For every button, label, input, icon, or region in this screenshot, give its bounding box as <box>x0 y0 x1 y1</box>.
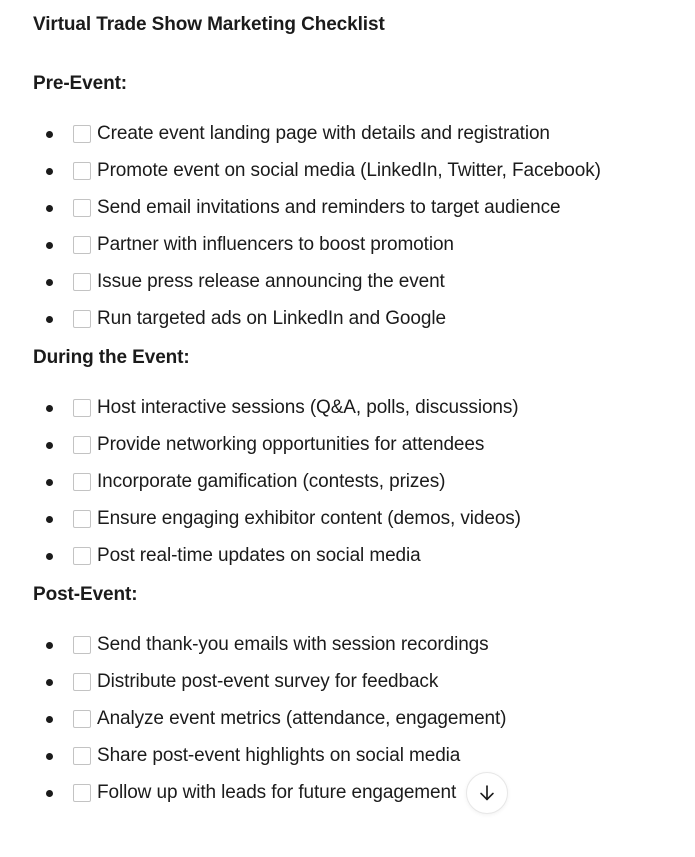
bullet-icon <box>46 790 53 797</box>
checklist-item-label: Send email invitations and reminders to target audience <box>97 197 561 218</box>
section-heading-pre-event: Pre-Event: <box>33 73 128 94</box>
checklist-item <box>33 196 675 220</box>
checkbox[interactable] <box>73 199 91 217</box>
checklist-during-event <box>33 396 675 568</box>
bullet-icon <box>46 131 53 138</box>
checkbox[interactable] <box>73 473 91 491</box>
checklist-item <box>33 307 675 331</box>
checklist-item-label: Analyze event metrics (attendance, engagement) <box>97 708 507 729</box>
checklist-item-label: Create event landing page with details and registration <box>97 123 550 144</box>
checklist-item-label: Ensure engaging exhibitor content (demos, videos) <box>97 508 521 529</box>
checkbox[interactable] <box>73 162 91 180</box>
bullet-icon <box>46 405 53 412</box>
checklist-item <box>33 233 675 257</box>
checklist-item <box>33 122 675 146</box>
checklist-item-label: Host interactive sessions (Q&A, polls, discussions) <box>97 397 519 418</box>
checklist-pre-event <box>33 122 675 331</box>
checklist-item <box>33 633 675 657</box>
checklist-item-label: Share post-event highlights on social media <box>97 745 461 766</box>
bullet-icon <box>46 168 53 175</box>
checkbox[interactable] <box>73 710 91 728</box>
checklist-item <box>33 159 675 183</box>
bullet-icon <box>46 516 53 523</box>
arrow-down-icon <box>476 782 498 804</box>
bullet-icon <box>46 205 53 212</box>
checkbox[interactable] <box>73 673 91 691</box>
checklist-item-label: Follow up with leads for future engagement <box>97 782 457 803</box>
checkbox[interactable] <box>73 236 91 254</box>
checkbox[interactable] <box>73 747 91 765</box>
checkbox[interactable] <box>73 510 91 528</box>
checklist-item <box>33 270 675 294</box>
checklist-item-label: Issue press release announcing the event <box>97 271 445 292</box>
bullet-icon <box>46 442 53 449</box>
checklist-item-label: Send thank-you emails with session recordings <box>97 634 489 655</box>
checklist-item <box>33 507 675 531</box>
bullet-icon <box>46 242 53 249</box>
bullet-icon <box>46 679 53 686</box>
checklist-item-label: Run targeted ads on LinkedIn and Google <box>97 308 446 329</box>
checklist-item-label: Partner with influencers to boost promotion <box>97 234 454 255</box>
checkbox[interactable] <box>73 125 91 143</box>
section-heading-during-event: During the Event: <box>33 347 190 368</box>
checklist-item <box>33 707 675 731</box>
checkbox[interactable] <box>73 436 91 454</box>
checklist-item-label: Incorporate gamification (contests, prizes) <box>97 471 446 492</box>
checklist-item <box>33 396 675 420</box>
scroll-down-button[interactable] <box>466 772 508 814</box>
checklist-item <box>33 433 675 457</box>
checkbox[interactable] <box>73 399 91 417</box>
checklist-item-label: Promote event on social media (LinkedIn, Twitter, Facebook) <box>97 160 601 181</box>
checkbox[interactable] <box>73 636 91 654</box>
bullet-icon <box>46 753 53 760</box>
checklist-item-label: Provide networking opportunities for attendees <box>97 434 485 455</box>
bullet-icon <box>46 316 53 323</box>
checklist-item <box>33 744 675 768</box>
bullet-icon <box>46 479 53 486</box>
bullet-icon <box>46 642 53 649</box>
checkbox[interactable] <box>73 273 91 291</box>
checklist-post-event <box>33 633 675 805</box>
checklist-item <box>33 781 675 805</box>
checklist-item-label: Post real-time updates on social media <box>97 545 421 566</box>
checkbox[interactable] <box>73 310 91 328</box>
checkbox[interactable] <box>73 784 91 802</box>
page-title: Virtual Trade Show Marketing Checklist <box>33 14 385 35</box>
checklist-item <box>33 470 675 494</box>
bullet-icon <box>46 279 53 286</box>
checklist-item <box>33 544 675 568</box>
checklist-item <box>33 670 675 694</box>
section-heading-post-event: Post-Event: <box>33 584 138 605</box>
bullet-icon <box>46 716 53 723</box>
checkbox[interactable] <box>73 547 91 565</box>
checklist-item-label: Distribute post-event survey for feedback <box>97 671 439 692</box>
bullet-icon <box>46 553 53 560</box>
